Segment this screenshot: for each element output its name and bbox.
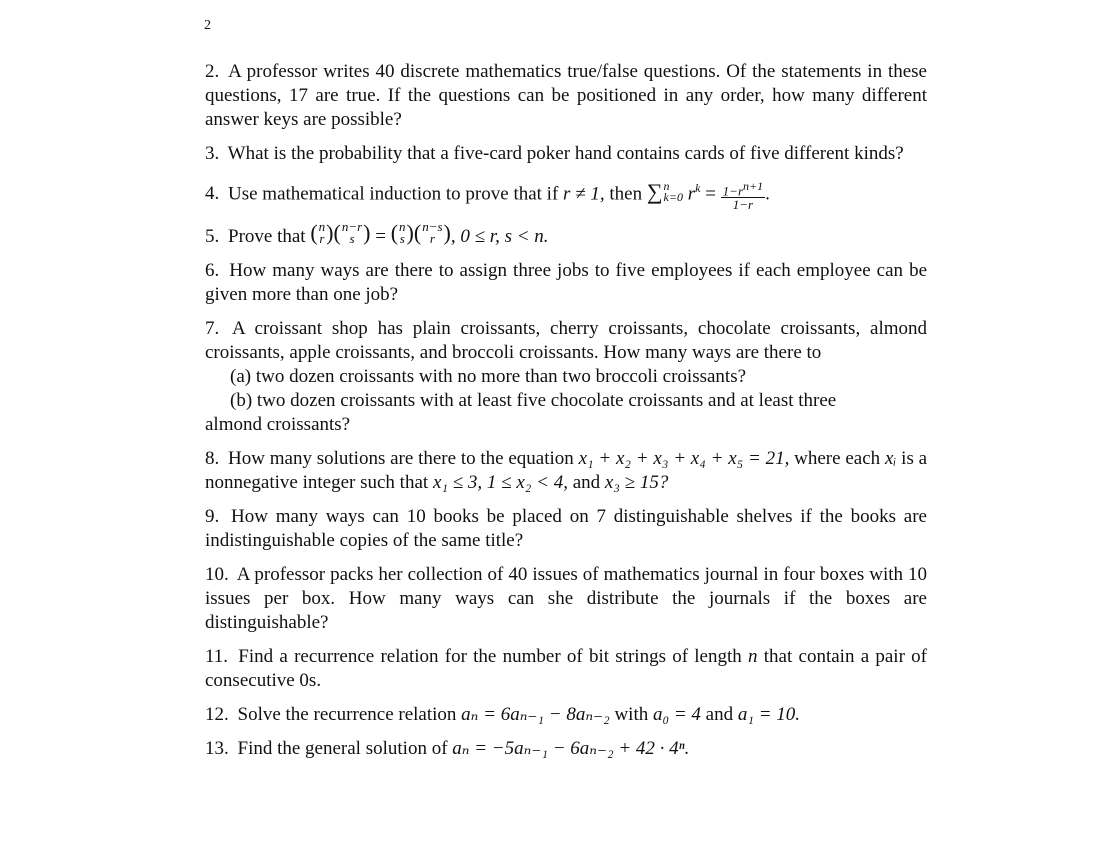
problem-text: A professor writes 40 discrete mathematics true/false questions. Of the statements in these questions, 17 are true. If the questions can be positioned in any order, how many different answer keys are possible?	[205, 61, 927, 130]
problem-text: and	[572, 472, 601, 494]
problem-text: How many ways can 10 books be placed on 7 distinguishable shelves if the books are indistinguishable copies of the same title?	[205, 506, 927, 552]
math-condition: x₃ ≥ 15?	[604, 472, 669, 494]
numerator-base: 1−r	[722, 183, 744, 199]
fraction-denominator	[731, 198, 755, 211]
math-initial-condition: a₀ = 4	[652, 704, 701, 726]
problem-number: 12.	[205, 704, 229, 726]
math-relation: aₙ = −5aₙ₋₁ − 6aₙ₋₂ + 42 · 4ⁿ.	[452, 738, 690, 760]
problem-number: 4.	[205, 183, 220, 205]
sum-upper: n	[663, 179, 670, 194]
subpart-b-continuation: almond croissants?	[205, 414, 351, 436]
subpart-label: (b)	[230, 390, 253, 412]
math-condition: , 0 ≤ r, s < n.	[450, 226, 549, 248]
summation	[647, 180, 683, 204]
sum-limits	[664, 181, 683, 203]
problem-text: How many ways are there to assign three jobs to five employees if each employee can be given more than one job?	[205, 260, 927, 306]
fraction	[721, 180, 765, 211]
math-variable: n	[748, 646, 758, 668]
math-variable: xᵢ	[884, 448, 897, 470]
problem-number: 9.	[205, 506, 220, 528]
sum-term-exponent: k	[695, 181, 701, 195]
binom-top: n	[318, 219, 326, 235]
problem-number: 2.	[205, 61, 220, 82]
problem-text: and	[705, 704, 734, 726]
problem-text: that contain a pair of consecutive 0s.	[205, 646, 927, 692]
problem-4	[205, 176, 927, 211]
equals-sign: =	[705, 183, 716, 205]
problem-text: Solve the recurrence relation	[237, 704, 457, 726]
problem-number: 13.	[205, 738, 229, 760]
problem-number: 5.	[205, 226, 220, 248]
subpart-a	[205, 365, 927, 389]
sum-term: r	[687, 183, 696, 205]
subpart-text: two dozen croissants with no more than two broccoli croissants?	[255, 366, 747, 388]
subpart-b	[205, 389, 927, 413]
problem-11	[205, 645, 927, 693]
math-equation: x₁ + x₂ + x₃ + x₄ + x₅ = 21,	[578, 448, 790, 470]
binom-top: n−s	[422, 219, 443, 235]
problem-13	[205, 737, 927, 761]
page-number: 2	[204, 18, 211, 33]
sum-lower: k=0	[663, 190, 683, 205]
problem-6	[205, 259, 927, 307]
period: .	[765, 183, 770, 205]
binomial-2: ( n−r s )	[333, 219, 371, 247]
problem-text: is a nonnegative integer such that	[205, 448, 928, 494]
problem-5	[205, 221, 927, 249]
problem-text: with	[614, 704, 649, 726]
problem-text: A professor packs her collection of 40 issues of mathematics journal in four boxes with 10 issues per box. How many ways can she distribute the journals if the boxes are distinguishable?	[205, 564, 927, 634]
problem-text: A croissant shop has plain croissants, cherry croissants, chocolate croissants, almond croissants, apple croissants, and broccoli croissants. How many ways are there to	[205, 318, 928, 364]
subpart-text: two dozen croissants with at least five chocolate croissants and at least three	[256, 390, 837, 412]
math-initial-condition: a₁ = 10.	[737, 704, 801, 726]
binomial-4: ( n−s r )	[413, 219, 451, 247]
binom-bottom: s	[399, 231, 405, 247]
problem-8	[205, 447, 927, 495]
problem-7	[205, 317, 927, 437]
denominator: 1−r	[732, 197, 754, 213]
problem-10	[205, 563, 927, 635]
problem-text: then	[609, 183, 643, 205]
problem-number: 6.	[205, 260, 220, 282]
binomial-3: ( n s )	[390, 219, 414, 247]
problem-3	[205, 142, 927, 166]
problem-text: Use mathematical induction to prove that if	[228, 183, 559, 205]
problem-text: where each	[794, 448, 881, 470]
problem-number: 8.	[205, 448, 220, 470]
math-relation: aₙ = 6aₙ₋₁ − 8aₙ₋₂	[461, 704, 610, 726]
math-condition: r ≠ 1,	[563, 183, 605, 205]
problem-number: 3.	[205, 143, 220, 164]
problem-number: 11.	[205, 646, 229, 668]
binom-bottom: s	[349, 231, 355, 247]
problem-text: Find a recurrence relation for the number of bit strings of length	[238, 646, 742, 668]
problem-text: Find the general solution of	[237, 738, 448, 760]
problem-number: 7.	[205, 318, 220, 340]
subpart-label: (a)	[230, 366, 252, 388]
equals-sign: =	[375, 226, 386, 248]
problem-9	[205, 505, 927, 553]
problem-12	[205, 703, 927, 727]
problem-text: Prove that	[228, 226, 306, 248]
problem-text: What is the probability that a five-card poker hand contains cards of five different kinds?	[227, 143, 904, 164]
numerator-exponent: n+1	[743, 179, 764, 193]
math-condition: x₁ ≤ 3, 1 ≤ x₂ < 4,	[432, 472, 568, 494]
binom-bottom: r	[429, 231, 435, 247]
binom-top: n−r	[341, 219, 363, 235]
problem-list	[205, 60, 927, 771]
problem-number: 10.	[205, 564, 229, 586]
binom-bottom: r	[319, 231, 325, 247]
sigma-symbol: ∑	[646, 179, 663, 205]
problem-2	[205, 60, 927, 132]
problem-text: How many solutions are there to the equation	[228, 448, 574, 470]
binomial-1: ( n r )	[310, 219, 334, 247]
fraction-numerator	[721, 180, 765, 198]
binom-top: n	[399, 219, 406, 235]
